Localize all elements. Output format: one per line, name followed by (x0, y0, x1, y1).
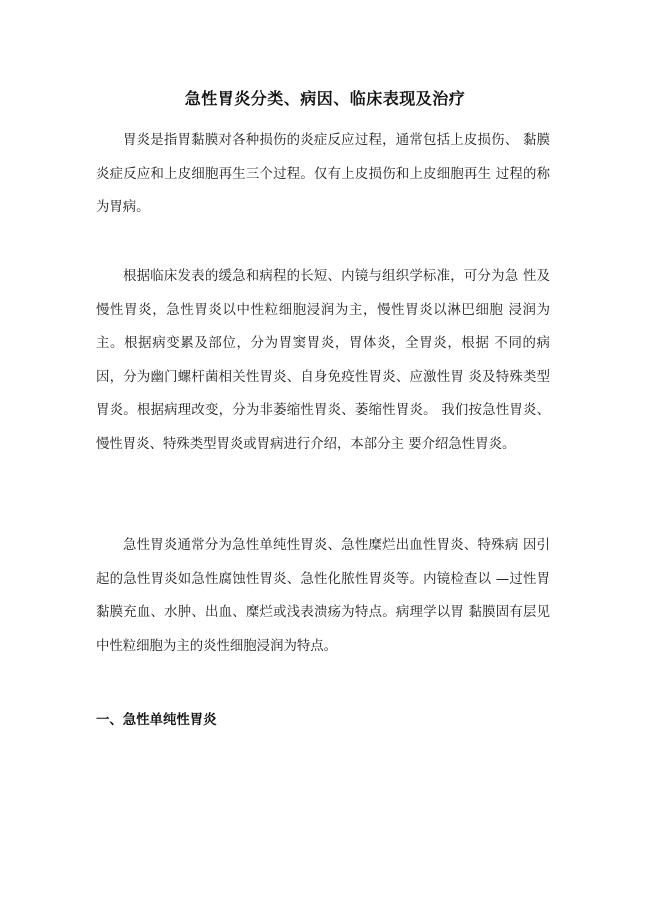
document-title: 急性胃炎分类、病因、临床表现及治疗 (184, 89, 466, 108)
paragraph-classification: 根据临床发表的缓急和病程的长短、内镜与组织学标准，可分为急 性及慢性胃炎，急性胃炎以中性粒细胞浸润为主，慢性胃炎以淋巴细胞 浸润为主。根据病变累及部位，分为胃窦胃炎，胃体炎，全胃炎，根据 不同的病因，分为幽门螺杆菌相关性胃炎、自身免疫性胃炎、应激性胃 炎及特殊类型胃炎。根据病理改变，分为非萎缩性胃炎、萎缩性胃炎。 我们按急性胃炎、慢性胃炎、特殊类型胃炎或胃病进行介绍，本部分主 要介绍急性胃炎。 (96, 269, 550, 452)
paragraph-definition: 胃炎是指胃黏膜对各种损伤的炎症反应过程，通常包括上皮损伤、 黏膜炎症反应和上皮细胞再生三个过程。仅有上皮损伤和上皮细胞再生 过程的称为胃病。 (96, 133, 550, 215)
paragraph-acute-types: 急性胃炎通常分为急性单纯性胃炎、急性糜烂出血性胃炎、特殊病 因引起的急性胃炎如急性腐蚀性胃炎、急性化脓性胃炎等。内镜检查以 —过性胃黏膜充血、水肿、出血、糜烂或浅表溃疡为特点。病理学以胃 黏膜固有层见中性粒细胞为主的炎性细胞浸润为特点。 (96, 538, 550, 654)
section-heading: 一、急性单纯性胃炎 (96, 713, 217, 728)
